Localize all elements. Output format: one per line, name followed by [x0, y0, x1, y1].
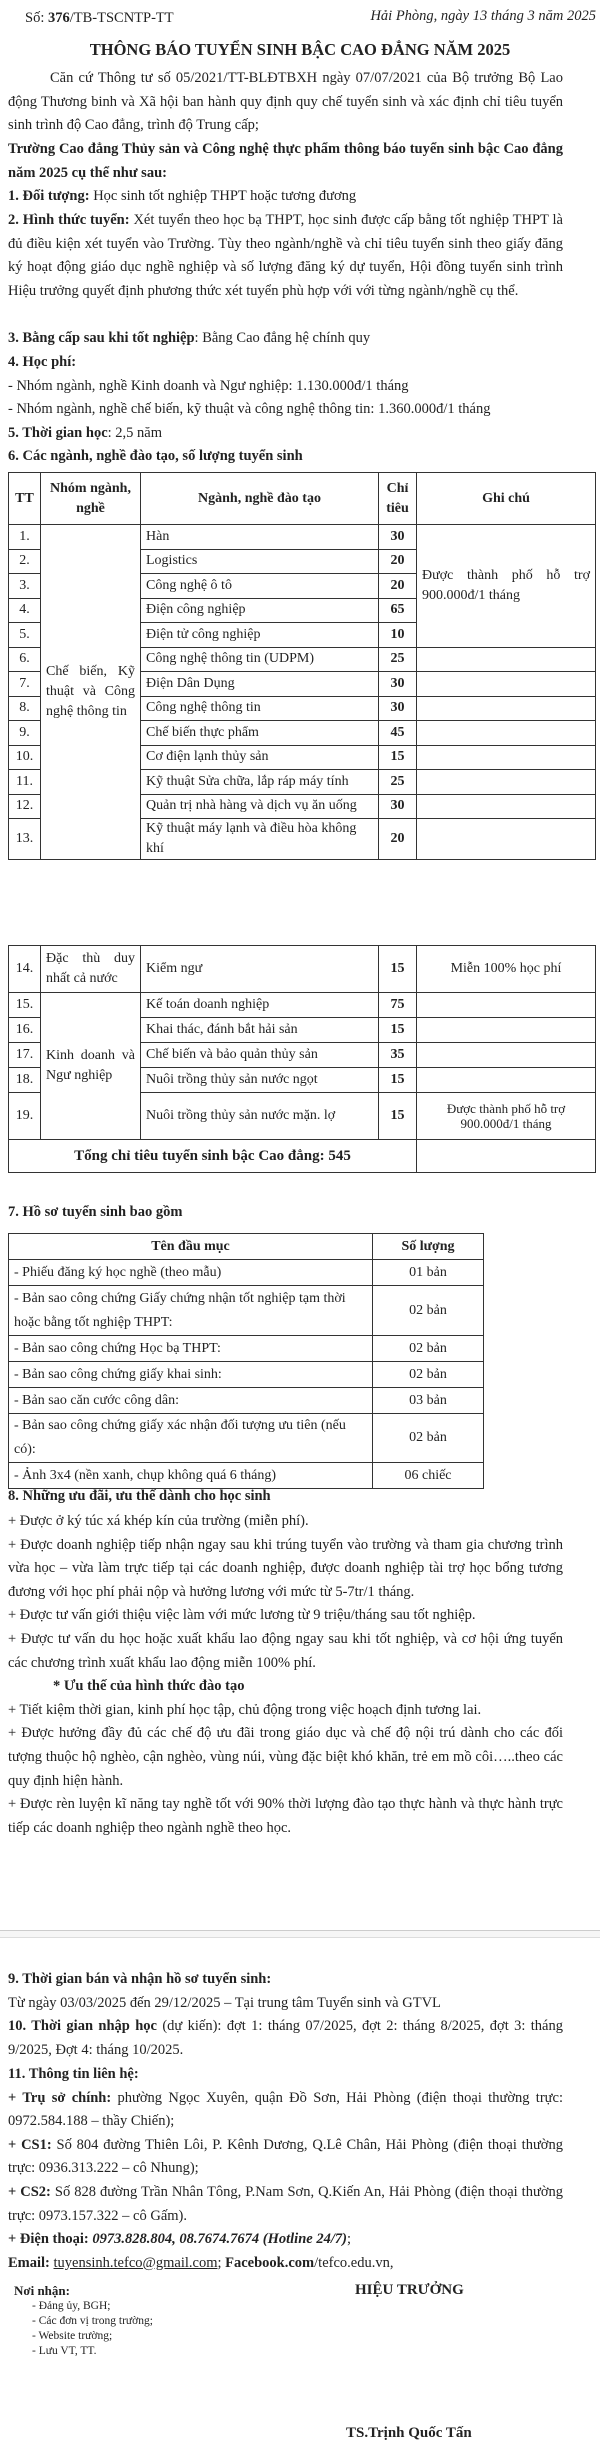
row-tt: 8. [9, 696, 41, 721]
doc-number-prefix: Số: [25, 10, 48, 26]
row-program: Kiểm ngư [141, 946, 379, 993]
total-row [9, 1140, 596, 1173]
benefits-list [8, 1510, 563, 1840]
contact-cs2-text: Số 828 đường Trần Nhân Tông, P.Nam Sơn, Q.Kiến An, Hải Phòng (điện thoại thường trực: 0973.157.322 – cô Gấm). [8, 2183, 563, 2224]
row-program: Logistics [141, 549, 379, 574]
row-quota: 75 [379, 993, 417, 1018]
row-tt: 3. [9, 574, 41, 599]
contact-cs1-label: + CS1: [8, 2136, 52, 2153]
doc-item: - Ảnh 3x4 (nền xanh, chụp không quá 6 tháng) [9, 1463, 373, 1489]
row-tt: 15. [9, 993, 41, 1018]
section-10-label: 10. Thời gian nhập học [8, 2018, 157, 2034]
benefit-item: + Được ở ký túc xá khép kín của trường (miễn phí). [8, 1513, 309, 1529]
row-tt: 7. [9, 672, 41, 697]
row-note [417, 794, 596, 819]
row-note: Miễn 100% học phí [417, 946, 596, 993]
recipient-item: - Các đơn vị trong trường; [32, 2315, 153, 2327]
section-9-heading: 9. Thời gian bán và nhận hồ sơ tuyển sinh: [8, 1971, 272, 1987]
section-1-label: 1. Đối tượng: [8, 188, 90, 204]
col-header-tt: TT [9, 473, 41, 525]
row-program: Công nghệ thông tin [141, 696, 379, 721]
row-tt: 12. [9, 794, 41, 819]
page-break-divider [0, 1930, 600, 1938]
row-note [417, 1068, 596, 1093]
col-header-item: Tên đầu mục [9, 1234, 373, 1260]
advantage-item: + Được rèn luyện kĩ năng tay nghề tốt với 90% thời lượng đào tạo thực hành và thực hành trực tiếp các doanh nghiệp theo ngành nghề theo học. [8, 1796, 563, 1836]
row-note [417, 993, 596, 1018]
row-tt: 17. [9, 1043, 41, 1068]
col-header-note: Ghi chú [417, 473, 596, 525]
row-quota: 20 [379, 549, 417, 574]
table-row [9, 993, 596, 1018]
phone-numbers: 0973.828.804, 08.7674.7674 (Hotline 24/7) [88, 2231, 347, 2248]
row-program: Nuôi trồng thủy sản nước mặn. lợ [141, 1093, 379, 1140]
contact-cs2 [8, 2181, 563, 2228]
row-program: Điện công nghiệp [141, 598, 379, 623]
phone-end: ; [346, 2231, 351, 2248]
row-quota: 20 [379, 574, 417, 599]
benefit-item: + Được tư vấn du học hoặc xuất khẩu lao động ngay sau khi tốt nghiệp, và cơ hội ứng tuyển các chương trình xuất khẩu lao động miễn 100% phí. [8, 1630, 563, 1671]
section-7-heading: 7. Hồ sơ tuyển sinh bao gồm [8, 1204, 183, 1220]
doc-item: - Bản sao công chứng giấy khai sinh: [9, 1362, 373, 1388]
row-quota: 15 [379, 946, 417, 993]
row-quota: 15 [379, 1093, 417, 1140]
section-6-heading: 6. Các ngành, nghề đào tạo, số lượng tuyển sinh [8, 448, 303, 464]
row-quota: 30 [379, 794, 417, 819]
doc-number-suffix: /TB-TSCNTP-TT [69, 10, 174, 26]
row-program: Điện tử công nghiệp [141, 623, 379, 648]
email-label: Email: [8, 2254, 50, 2271]
doc-qty: 03 bản [373, 1388, 484, 1414]
doc-item: - Phiếu đăng ký học nghề (theo mẫu) [9, 1260, 373, 1286]
recipient-item: - Website trường; [32, 2330, 113, 2342]
row-quota: 15 [379, 1068, 417, 1093]
email-link[interactable]: tuyensinh.tefco@gmail.com [53, 2254, 218, 2271]
contact-cs1 [8, 2134, 563, 2181]
section-5-text: : 2,5 năm [107, 425, 162, 441]
contact-online [8, 2252, 563, 2276]
doc-item: - Bản sao công chứng giấy xác nhận đối tượng ưu tiên (nếu có): [9, 1414, 373, 1463]
table-row [9, 525, 596, 550]
row-tt: 11. [9, 770, 41, 795]
row-program: Kỹ thuật Sửa chữa, lắp ráp máy tính [141, 770, 379, 795]
facebook-label: Facebook.com [225, 2254, 315, 2271]
recipient-item: - Lưu VT, TT. [32, 2345, 97, 2357]
section-5-label: 5. Thời gian học [8, 425, 108, 441]
row-tt: 9. [9, 721, 41, 746]
col-header-quota: Chỉ tiêu [379, 473, 417, 525]
doc-qty: 06 chiếc [373, 1463, 484, 1489]
programs-table-part2 [8, 945, 596, 1173]
contact-main-text: phường Ngọc Xuyên, quận Đồ Sơn, Hải Phòng (điện thoại thường trực: 0972.584.188 – thầy Chiến); [8, 2089, 563, 2130]
row-tt: 1. [9, 525, 41, 550]
row-program: Khai thác, đánh bắt hải sản [141, 1018, 379, 1043]
section-3 [8, 327, 563, 351]
doc-item: - Bản sao căn cước công dân: [9, 1388, 373, 1414]
row-note: Được thành phố hỗ trợ 900.000đ/1 tháng [417, 1093, 596, 1140]
col-header-qty: Số lượng [373, 1234, 484, 1260]
row-note [417, 1018, 596, 1043]
fee-line: - Nhóm ngành, nghề chế biến, kỹ thuật và công nghệ thông tin: 1.360.000đ/1 tháng [8, 401, 491, 418]
section-9-text: Từ ngày 03/03/2025 đến 29/12/2025 – Tại trung tâm Tuyển sinh và GTVL [8, 1994, 441, 2011]
table-row [9, 1362, 484, 1388]
doc-qty: 02 bản [373, 1336, 484, 1362]
contact-cs2-label: + CS2: [8, 2183, 51, 2200]
section-10-text: (dự kiến): đợt 1: tháng 07/2025, đợt 2: tháng 8/2025, đợt 3: tháng 9/2025, Đợt 4: tháng 10/2025. [8, 2018, 563, 2058]
table-row [9, 1260, 484, 1286]
section-4-label: 4. Học phí: [8, 354, 77, 370]
row-program: Công nghệ thông tin (UDPM) [141, 647, 379, 672]
row-tt: 5. [9, 623, 41, 648]
advantage-item: + Tiết kiệm thời gian, kinh phí học tập, chủ động trong việc hoạch định tương lai. [8, 1701, 482, 1718]
row-note [417, 819, 596, 860]
documents-table [8, 1233, 484, 1489]
section-2 [8, 209, 563, 303]
table-row [9, 1388, 484, 1414]
row-quota: 10 [379, 623, 417, 648]
section-1-text: Học sinh tốt nghiệp THPT hoặc tương đương [89, 188, 357, 204]
row-note [417, 696, 596, 721]
recipients-label: Nơi nhận: [14, 2283, 70, 2298]
intro-announce: Trường Cao đẳng Thủy sản và Công nghệ thực phẩm thông báo tuyển sinh bậc Cao đẳng năm 2025 cụ thể như sau: [8, 141, 563, 181]
contact-cs1-text: Số 804 đường Thiên Lôi, P. Kênh Dương, Q.Lê Chân, Hải Phòng (điện thoại thường trực: 0936.313.222 – cô Nhung); [8, 2136, 563, 2177]
row-group: Đặc thù duy nhất cả nước [41, 946, 141, 993]
row-program: Nuôi trồng thủy sản nước ngọt [141, 1068, 379, 1093]
section-8-heading: 8. Những ưu đãi, ưu thế dành cho học sinh [8, 1488, 271, 1504]
total-note-cell [417, 1140, 596, 1173]
col-header-group: Nhóm ngành, nghề [41, 473, 141, 525]
row-tt: 19. [9, 1093, 41, 1140]
row-tt: 13. [9, 819, 41, 860]
section-10 [8, 2015, 563, 2062]
total-quota: Tổng chỉ tiêu tuyển sinh bậc Cao đẳng: 545 [9, 1140, 417, 1173]
row-note [417, 721, 596, 746]
row-quota: 25 [379, 770, 417, 795]
row-program: Kế toán doanh nghiệp [141, 993, 379, 1018]
doc-qty: 01 bản [373, 1260, 484, 1286]
row-program: Quản trị nhà hàng và dịch vụ ăn uống [141, 794, 379, 819]
signer-title: HIỆU TRƯỞNG [355, 2282, 464, 2298]
row-note [417, 770, 596, 795]
row-quota: 30 [379, 525, 417, 550]
page-title: THÔNG BÁO TUYỂN SINH BẬC CAO ĐẲNG NĂM 2025 [89, 40, 511, 59]
table-row [9, 946, 596, 993]
recipient-item: - Đảng ủy, BGH; [32, 2300, 111, 2312]
row-program: Chế biến thực phẩm [141, 721, 379, 746]
table-row [9, 1336, 484, 1362]
doc-qty: 02 bản [373, 1362, 484, 1388]
doc-item: - Bản sao công chứng Giấy chứng nhận tốt nghiệp tạm thời hoặc bằng tốt nghiệp THPT: [9, 1286, 373, 1336]
recipients [14, 2283, 153, 2359]
row-group: Kinh doanh và Ngư nghiệp [41, 993, 141, 1140]
row-tt: 10. [9, 745, 41, 770]
doc-qty: 02 bản [373, 1414, 484, 1463]
row-program: Kỹ thuật máy lạnh và điều hòa không khí [141, 819, 379, 860]
contact-main [8, 2087, 563, 2134]
section-4 [8, 351, 563, 422]
advantage-item: + Được hưởng đầy đủ các chế độ ưu đãi trong giáo dục và chế độ nội trú dành cho các đối tượng thuộc hộ nghèo, cận nghèo, vùng núi, vùng đặc biệt khó khăn, trẻ em mồ côi…..theo các quy định hiện hành. [8, 1725, 563, 1789]
contact-main-label: + Trụ sở chính: [8, 2089, 112, 2106]
intro-basis: Căn cứ Thông tư số 05/2021/TT-BLĐTBXH ngày 07/07/2021 của Bộ trưởng Bộ Lao động Thương binh và Xã hội ban hành quy định quy chế tuyển sinh và xác định chỉ tiêu tuyển sinh trình độ Cao đẳng, trình độ Trung cấp; [8, 70, 563, 134]
section-11 [8, 2063, 563, 2275]
contact-phone [8, 2228, 563, 2252]
doc-number-value: 376 [47, 10, 70, 26]
doc-number [25, 10, 174, 27]
row-program: Điện Dân Dụng [141, 672, 379, 697]
row-tt: 16. [9, 1018, 41, 1043]
table-header-row [9, 1234, 484, 1260]
doc-qty: 02 bản [373, 1286, 484, 1336]
advantages-heading: * Ưu thế của hình thức đào tạo [53, 1678, 245, 1695]
section-3-label: 3. Bằng cấp sau khi tốt nghiệp [8, 330, 195, 346]
row-quota: 30 [379, 672, 417, 697]
row-quota: 65 [379, 598, 417, 623]
row-tt: 14. [9, 946, 41, 993]
section-9 [8, 1968, 563, 2015]
row-tt: 6. [9, 647, 41, 672]
section-3-text: : Bằng Cao đẳng hệ chính quy [194, 330, 371, 346]
fee-line: - Nhóm ngành, nghề Kinh doanh và Ngư nghiệp: 1.130.000đ/1 tháng [8, 377, 409, 394]
programs-table-part1 [8, 472, 596, 860]
doc-item: - Bản sao công chứng Học bạ THPT: [9, 1336, 373, 1362]
facebook-path: /tefco.edu.vn, [314, 2254, 394, 2271]
row-note [417, 1043, 596, 1068]
table-row [9, 1286, 484, 1336]
row-program: Công nghệ ô tô [141, 574, 379, 599]
row-program: Cơ điện lạnh thủy sản [141, 745, 379, 770]
row-program: Hàn [141, 525, 379, 550]
row-quota: 20 [379, 819, 417, 860]
benefit-item: + Được tư vấn giới thiệu việc làm với mức lương từ 9 triệu/tháng sau tốt nghiệp. [8, 1607, 476, 1624]
row-group: Chế biến, Kỹ thuật và Công nghệ thông tin [41, 525, 141, 860]
phone-label: + Điện thoại: [8, 2231, 89, 2248]
benefit-item: + Được doanh nghiệp tiếp nhận ngay sau khi trúng tuyển vào trường và tham gia chương trình vừa học – vừa làm trực tiếp tại các doanh nghiệp, được doanh nghiệp tài trợ học bổng tương đương với học phí phải nộp và hưởng lương với mức từ 5-7tr/1 tháng. [8, 1536, 563, 1600]
row-quota: 45 [379, 721, 417, 746]
table-header-row [9, 473, 596, 525]
row-tt: 2. [9, 549, 41, 574]
section-2-text: Xét tuyển theo học bạ THPT, học sinh được cấp bằng tốt nghiệp THPT là đủ điều kiện xét tuyển vào Trường. Tùy theo ngành/nghề và chỉ tiêu tuyển sinh theo giấy đăng ký hoạt động giáo dục nghề nghiệp và số lượng đăng ký dự tuyển, Hội đồng tuyển sinh trình Hiệu trưởng quyết định phương thức xét tuyển phù hợp với với từng ngành/nghề cụ thể. [8, 212, 563, 299]
row-tt: 18. [9, 1068, 41, 1093]
place-date: Hải Phòng, ngày 13 tháng 3 năm 2025 [370, 8, 596, 24]
row-quota: 30 [379, 696, 417, 721]
row-quota: 15 [379, 1018, 417, 1043]
separator: ; [217, 2254, 226, 2271]
row-note [417, 647, 596, 672]
row-program: Chế biến và bảo quản thủy sản [141, 1043, 379, 1068]
section-2-label: 2. Hình thức tuyển: [8, 212, 130, 228]
section-11-heading: 11. Thông tin liên hệ: [8, 2066, 139, 2082]
row-quota: 35 [379, 1043, 417, 1068]
row-quota: 25 [379, 647, 417, 672]
row-note [417, 745, 596, 770]
row-note [417, 672, 596, 697]
section-5 [8, 422, 563, 446]
table-row [9, 1414, 484, 1463]
row-quota: 15 [379, 745, 417, 770]
section-1 [8, 185, 563, 209]
row-note: Được thành phố hỗ trợ 900.000đ/1 tháng [417, 525, 596, 648]
row-tt: 4. [9, 598, 41, 623]
signer-name: TS.Trịnh Quốc Tấn [346, 2425, 472, 2441]
col-header-program: Ngành, nghề đào tạo [141, 473, 379, 525]
